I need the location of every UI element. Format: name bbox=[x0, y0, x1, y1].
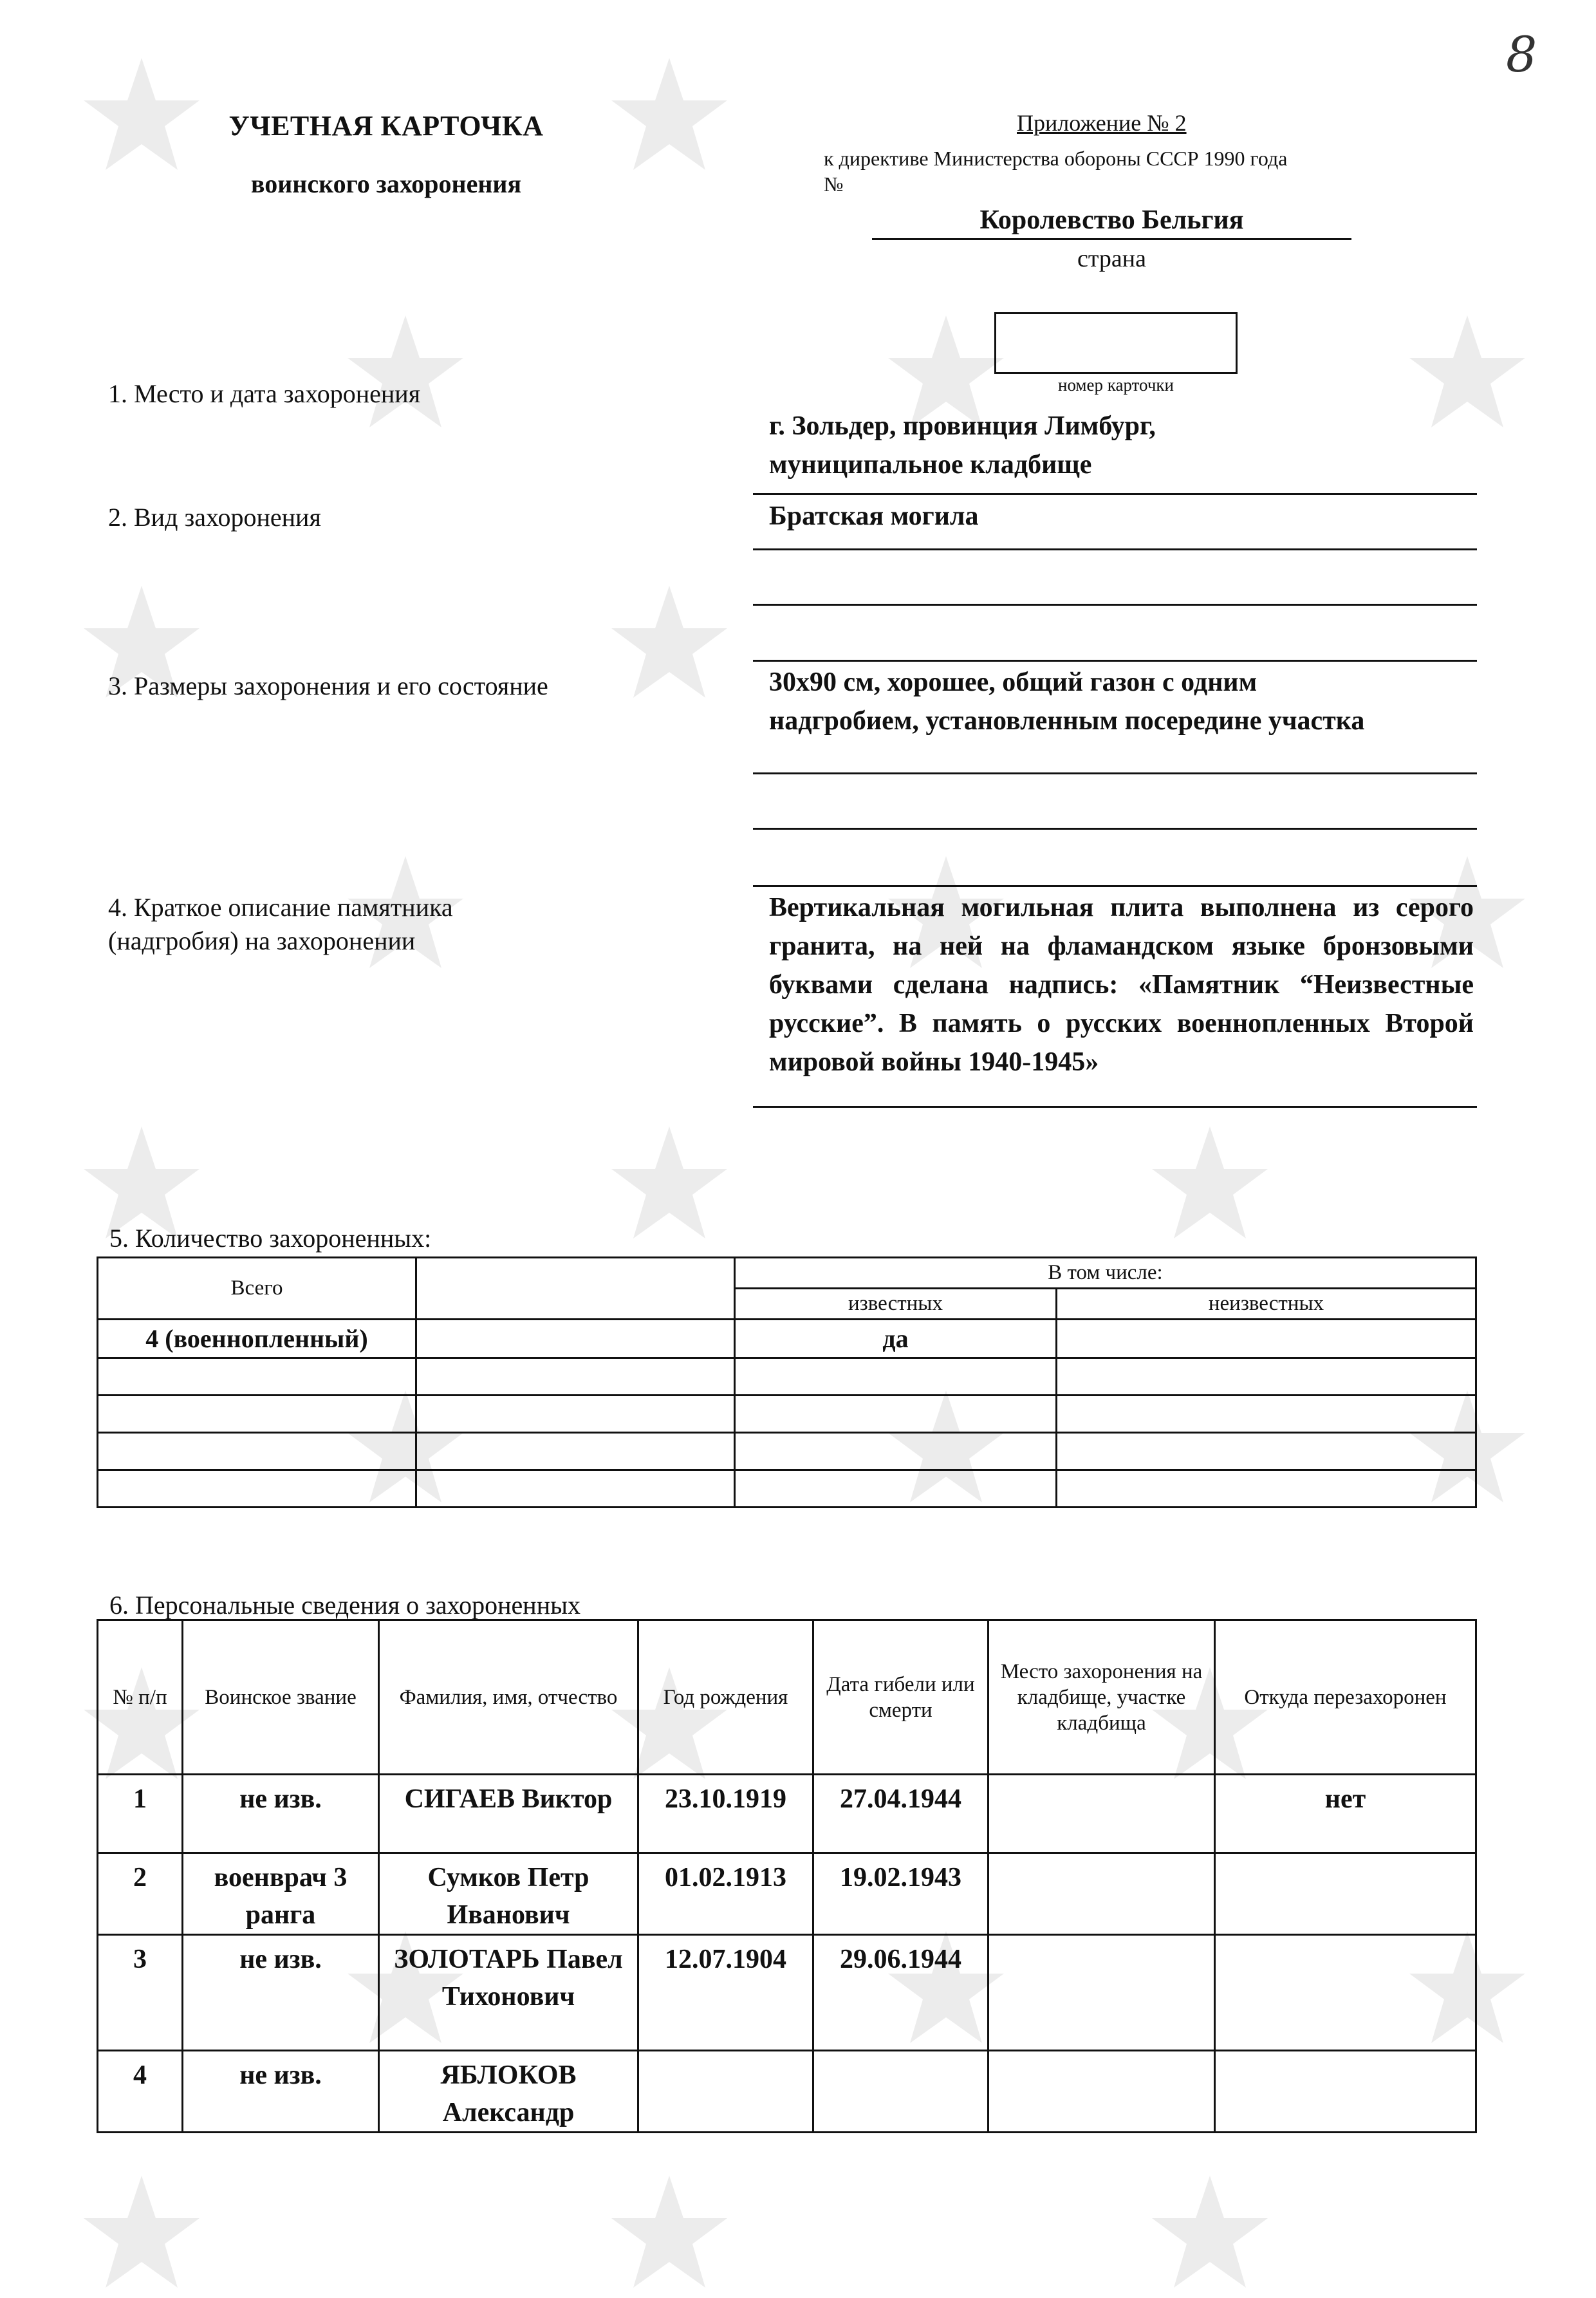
table-row bbox=[98, 1433, 1476, 1470]
cell-blank[interactable] bbox=[416, 1396, 735, 1433]
cell-full-name[interactable]: Сумков Петр Иванович bbox=[379, 1853, 638, 1935]
cell-blank[interactable] bbox=[416, 1358, 735, 1396]
handwritten-page-number: 8 bbox=[1506, 26, 1537, 83]
table-row bbox=[98, 1396, 1476, 1433]
watermark-star-icon bbox=[598, 1120, 740, 1249]
value-line: муниципальное кладбище bbox=[769, 450, 1092, 480]
table-row bbox=[98, 1935, 1476, 2051]
field-rule bbox=[753, 885, 1477, 887]
watermark-star-icon bbox=[598, 579, 740, 708]
cell-birth[interactable]: 12.07.1904 bbox=[638, 1935, 813, 2051]
card-number-field[interactable] bbox=[994, 312, 1238, 374]
cell-blank[interactable] bbox=[416, 1433, 735, 1470]
watermark-star-icon bbox=[335, 309, 476, 438]
header-reburied-from: Откуда перезахоронен bbox=[1215, 1620, 1476, 1775]
cell-number[interactable]: 4 bbox=[98, 2051, 183, 2133]
cell-known[interactable] bbox=[735, 1433, 1057, 1470]
field-place-date-value[interactable] bbox=[769, 407, 1474, 484]
cell-total[interactable]: 4 (военнопленный) bbox=[98, 1320, 416, 1358]
cell-birth[interactable]: 01.02.1913 bbox=[638, 1853, 813, 1935]
field-burial-type-label: 2. Вид захоронения bbox=[108, 503, 321, 532]
field-monument-value[interactable]: Вертикальная могильная плита выполнена из серого гранита, на ней на фламандском языке бронзовыми буквами сделана надпись: «Памятник “Неизвестные русские”. В память о русских военнопленных Второй мировой войны 1940-1945» bbox=[769, 893, 1474, 1077]
country-underline bbox=[872, 238, 1351, 240]
cell-death[interactable]: 19.02.1943 bbox=[813, 1853, 988, 1935]
cell-full-name[interactable]: СИГАЕВ Виктор bbox=[379, 1775, 638, 1853]
card-number-caption: номер карточки bbox=[1058, 375, 1174, 395]
table-row bbox=[98, 1320, 1476, 1358]
directive-text: к директиве Министерства обороны СССР 1990 года bbox=[824, 147, 1288, 170]
field-rule bbox=[753, 604, 1477, 606]
cell-birth[interactable] bbox=[638, 2051, 813, 2133]
cell-total[interactable] bbox=[98, 1358, 416, 1396]
header-birth-year: Год рождения bbox=[638, 1620, 813, 1775]
label-line: 4. Краткое описание памятника bbox=[108, 893, 453, 922]
cell-birth[interactable]: 23.10.1919 bbox=[638, 1775, 813, 1853]
watermark-star-icon bbox=[1139, 1120, 1281, 1249]
count-section-title: 5. Количество захороненных: bbox=[109, 1224, 432, 1253]
cell-death[interactable] bbox=[813, 2051, 988, 2133]
cell-unknown[interactable] bbox=[1057, 1358, 1476, 1396]
table-row bbox=[98, 1470, 1476, 1508]
personal-section-title: 6. Персональные сведения о захороненных bbox=[109, 1591, 580, 1620]
field-size-condition-label: 3. Размеры захоронения и его состояние bbox=[108, 671, 548, 700]
cell-number[interactable]: 3 bbox=[98, 1935, 183, 2051]
count-table bbox=[97, 1256, 1477, 1508]
table-row bbox=[98, 2051, 1476, 2133]
watermark-star-icon bbox=[1139, 2169, 1281, 2298]
table-row bbox=[98, 1853, 1476, 1935]
value-line: г. Зольдер, провинция Лимбург, bbox=[769, 411, 1156, 441]
field-monument-label bbox=[108, 891, 453, 958]
value-line: Братская могила bbox=[769, 501, 979, 531]
document-subtitle: воинского захоронения bbox=[250, 169, 522, 198]
cell-number[interactable]: 2 bbox=[98, 1853, 183, 1935]
cell-full-name[interactable]: ЯБЛОКОВ Александр bbox=[379, 2051, 638, 2133]
personal-table bbox=[97, 1619, 1477, 2133]
table-row bbox=[98, 1358, 1476, 1396]
header-full-name: Фамилия, имя, отчество bbox=[379, 1620, 638, 1775]
cell-known[interactable] bbox=[735, 1470, 1057, 1508]
cell-burial-place[interactable] bbox=[988, 1935, 1215, 2051]
header-unknown: неизвестных bbox=[1057, 1289, 1476, 1320]
cell-number[interactable]: 1 bbox=[98, 1775, 183, 1853]
cell-blank[interactable] bbox=[416, 1470, 735, 1508]
cell-known[interactable] bbox=[735, 1358, 1057, 1396]
field-burial-type-value[interactable] bbox=[769, 497, 1474, 536]
cell-reburied-from[interactable] bbox=[1215, 2051, 1476, 2133]
cell-reburied-from[interactable] bbox=[1215, 1853, 1476, 1935]
cell-death[interactable]: 29.06.1944 bbox=[813, 1935, 988, 2051]
cell-reburied-from[interactable]: нет bbox=[1215, 1775, 1476, 1853]
field-rule bbox=[753, 548, 1477, 550]
cell-total[interactable] bbox=[98, 1396, 416, 1433]
header-rank: Воинское звание bbox=[183, 1620, 379, 1775]
field-rule bbox=[753, 493, 1477, 495]
cell-blank[interactable] bbox=[416, 1320, 735, 1358]
table-row bbox=[98, 1775, 1476, 1853]
document-title: УЧЕТНАЯ КАРТОЧКА bbox=[228, 110, 544, 142]
field-rule bbox=[753, 1106, 1477, 1108]
cell-rank[interactable]: не изв. bbox=[183, 2051, 379, 2133]
watermark-star-icon bbox=[71, 51, 212, 180]
field-rule bbox=[753, 660, 1477, 662]
cell-known[interactable] bbox=[735, 1396, 1057, 1433]
cell-burial-place[interactable] bbox=[988, 1853, 1215, 1935]
header-total: Всего bbox=[98, 1258, 416, 1320]
label-line: (надгробия) на захоронении bbox=[108, 926, 416, 955]
appendix-label: Приложение № 2 bbox=[1017, 110, 1187, 136]
cell-total[interactable] bbox=[98, 1433, 416, 1470]
cell-unknown[interactable] bbox=[1057, 1470, 1476, 1508]
header-number: № п/п bbox=[98, 1620, 183, 1775]
cell-unknown[interactable] bbox=[1057, 1320, 1476, 1358]
cell-unknown[interactable] bbox=[1057, 1396, 1476, 1433]
cell-rank[interactable]: не изв. bbox=[183, 1775, 379, 1853]
cell-rank[interactable]: не изв. bbox=[183, 1935, 379, 2051]
field-place-date-label: 1. Место и дата захоронения bbox=[108, 379, 421, 408]
field-rule bbox=[753, 828, 1477, 830]
watermark-star-icon bbox=[71, 2169, 212, 2298]
cell-burial-place[interactable] bbox=[988, 1775, 1215, 1853]
directive-number-label: № bbox=[824, 173, 844, 196]
field-size-condition-value[interactable]: 30х90 см, хорошее, общий газон с одним надгробием, установленным посередине участка bbox=[769, 668, 1365, 736]
header-including: В том числе: bbox=[735, 1258, 1476, 1289]
header-burial-place: Место захоронения на кладбище, участке кладбища bbox=[988, 1620, 1215, 1775]
watermark-star-icon bbox=[598, 2169, 740, 2298]
cell-reburied-from[interactable] bbox=[1215, 1935, 1476, 2051]
cell-death[interactable]: 27.04.1944 bbox=[813, 1775, 988, 1853]
cell-burial-place[interactable] bbox=[988, 2051, 1215, 2133]
watermark-star-icon bbox=[598, 51, 740, 180]
cell-unknown[interactable] bbox=[1057, 1433, 1476, 1470]
cell-rank[interactable]: военврач 3 ранга bbox=[183, 1853, 379, 1935]
cell-full-name[interactable]: ЗОЛОТАРЬ Павел Тихонович bbox=[379, 1935, 638, 2051]
cell-total[interactable] bbox=[98, 1470, 416, 1508]
field-rule bbox=[753, 772, 1477, 774]
header-blank bbox=[416, 1258, 735, 1320]
cell-known[interactable]: да bbox=[735, 1320, 1057, 1358]
header-death-date: Дата гибели или смерти bbox=[813, 1620, 988, 1775]
country-value[interactable]: Королевство Бельгия bbox=[979, 205, 1244, 235]
country-caption: страна bbox=[1077, 245, 1146, 272]
header-known: известных bbox=[735, 1289, 1057, 1320]
